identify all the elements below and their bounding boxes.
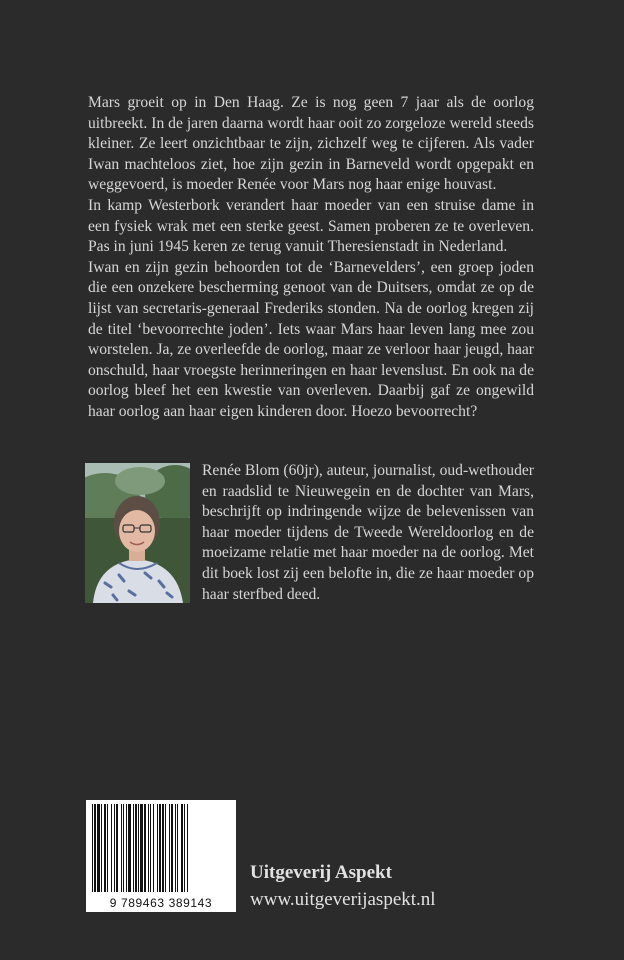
barcode-bar [175,804,176,892]
publisher-name: Uitgeverij Aspekt [250,862,392,883]
publisher-url: www.uitgeverijaspekt.nl [250,889,436,910]
barcode-bar [148,804,149,892]
barcode-bar [187,804,188,892]
barcode-bar [153,804,154,892]
barcode-bar [140,804,143,892]
barcode-bar [135,804,137,892]
barcode-bar [107,804,108,892]
author-portrait-image [85,463,190,603]
barcode-bar [101,804,102,892]
blurb-paragraph: Iwan en zijn gezin behoorden tot de ‘Barnevelders’, een groep joden die een onzekere bescherming genoot van de Duitsers, omdat ze op de lijst van secretaris-generaal Frederiks stonden. Na de oorlog kregen zij de titel ‘bevoorrechte joden’. Iets waar Mars haar leven lang mee zou worstelen. Ja, ze overleefde de oorlog, maar ze verloor haar jeugd, haar onschuld, haar vroegste herinneringen en haar levenslust. En ook na de oorlog bleef het een kwestie van overleven. Daarbij gaf ze ongewild haar oorlog aan haar eigen kinderen door. Hoezo bevoorrecht? [88,258,534,420]
barcode-bar [104,804,106,892]
barcode-bar [162,804,164,892]
barcode-bar [181,804,183,892]
barcode-bar [126,804,127,892]
barcode-bar [133,804,134,892]
isbn-digits: 9 789463 389143 [109,896,213,910]
barcode-bar [159,804,161,892]
barcode-bar [114,804,115,892]
barcode-bar [177,804,178,892]
barcode-bar [94,804,96,892]
barcode-bar [92,804,93,892]
barcode-bar [128,804,131,892]
blurb-paragraph: In kamp Westerbork verandert haar moeder van een struise dame in een fysiek wrak met een sterke geest. Samen proberen ze te overleven. Pas in juni 1945 keren ze terug vanuit Theresienstadt in Nederland. [88,196,534,256]
back-cover-blurb [88,93,534,423]
barcode-bar [150,804,151,892]
barcode-bar [184,804,185,892]
barcode-bar [111,804,112,892]
barcode-bar [144,804,146,892]
barcode-bar [171,804,173,892]
barcode-bar [116,804,118,892]
barcode-bar [123,804,124,892]
blurb-paragraph: Mars groeit op in Den Haag. Ze is nog geen 7 jaar als de oorlog uitbreekt. In de jaren daarna wordt haar ooit zo zorgeloze wereld steeds kleiner. Ze leert onzichtbaar te zijn, zichzelf weg te cijferen. Als vader Iwan machteloos ziet, hoe zijn gezin in Barneveld wordt opgepakt en weggevoerd, is moeder Renée voor Mars nog haar enige houvast. [88,94,534,194]
author-photo [85,463,190,603]
barcode-bar [121,804,122,892]
barcode-bar [157,804,158,892]
barcode-bar [165,804,166,892]
barcode-bar [138,804,139,892]
barcode-bars [86,800,236,896]
barcode-bar [97,804,100,892]
author-bio: Renée Blom (60jr), auteur, journalist, oud-wethouder en raadslid te Nieuwegein en de dochter van Mars, beschrijft op indringende wijze de belevenissen van haar moeder tijdens de Tweede Wereldoorlog en de moeizame relatie met haar moeder na de oorlog. Met dit boek lost zij een belofte in, die ze haar moeder op haar sterfbed deed. [202,462,534,603]
barcode-bar [169,804,170,892]
isbn-barcode [86,800,236,912]
